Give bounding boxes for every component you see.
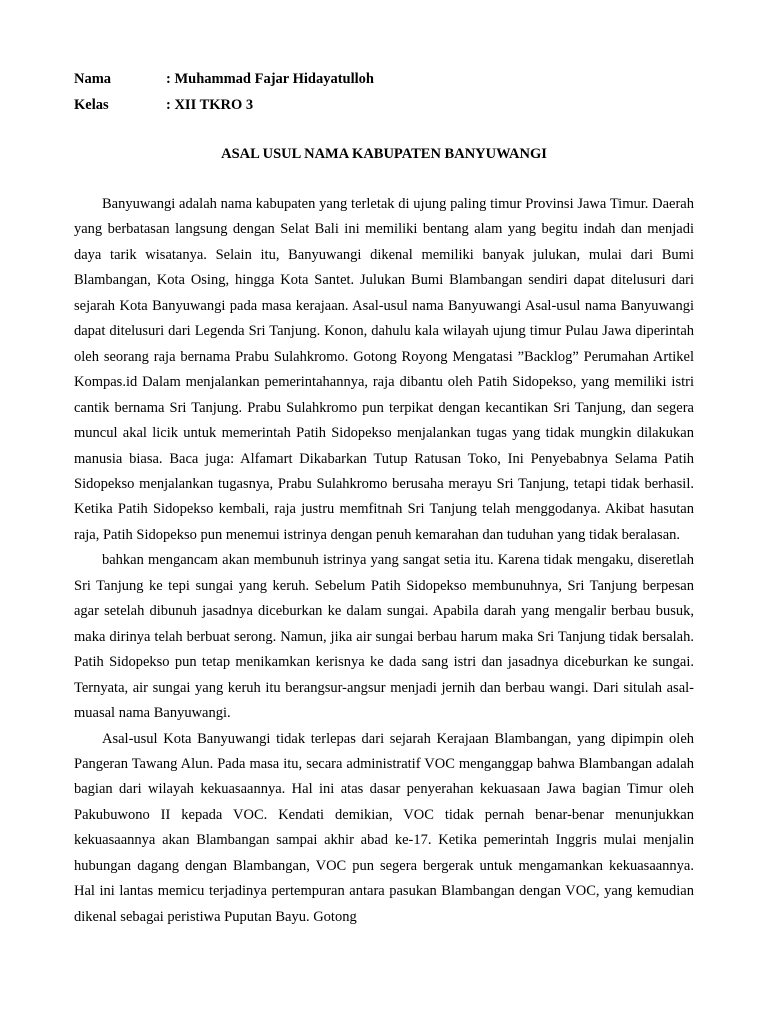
name-label: Nama <box>74 71 112 88</box>
student-info <box>74 67 374 118</box>
name-row <box>74 67 374 93</box>
class-label: Kelas <box>74 96 109 113</box>
document-body <box>74 192 694 930</box>
name-value: : Muhammad Fajar Hidayatulloh <box>166 71 374 88</box>
class-row <box>74 93 374 119</box>
paragraph-3: Asal-usul Kota Banyuwangi tidak terlepas dari sejarah Kerajaan Blambangan, yang dipimpin oleh Pangeran Tawang Alun. Pada masa itu, secara administratif VOC menganggap bahwa Blambangan adalah bagian dari wilayah kekuasaannya. Hal ini atas dasar penyerahan kekuasaan Jawa bagian Timur oleh Pakubuwono II kepada VOC. Kendati demikian, VOC tidak pernah benar-benar menunjukkan kekuasaannya akan Blambangan sampai akhir abad ke-17. Ketika pemerintah Inggris mulai menjalin hubungan dagang dengan Blambangan, VOC pun segera bergerak untuk mengamankan kekuasaannya. Hal ini lantas memicu terjadinya pertempuran antara pasukan Blambangan dengan VOC, yang kemudian dikenal sebagai peristiwa Puputan Bayu. Gotong <box>74 730 694 925</box>
document-title: ASAL USUL NAMA KABUPATEN BANYUWANGI <box>221 146 547 162</box>
paragraph-2: bahkan mengancam akan membunuh istrinya yang sangat setia itu. Karena tidak mengaku, diseretlah Sri Tanjung ke tepi sungai yang keruh. Sebelum Patih Sidopekso membunuhnya, Sri Tanjung berpesan agar setelah dibunuh jasadnya diceburkan ke dalam sungai. Apabila darah yang mengalir berbau busuk, maka dirinya telah berbuat serong. Namun, jika air sungai berbau harum maka Sri Tanjung tidak bersalah. Patih Sidopekso pun tetap menikamkan kerisnya ke dada sang istri dan jasadnya diceburkan ke sungai. Ternyata, air sungai yang keruh itu berangsur-angsur menjadi jernih dan berbau wangi. Dari situlah asal-muasal nama Banyuwangi. <box>74 552 694 722</box>
paragraph-1: Banyuwangi adalah nama kabupaten yang terletak di ujung paling timur Provinsi Jawa Timur. Daerah yang berbatasan langsung dengan Selat Bali ini memiliki bentang alam yang begitu indah dan menjadi daya tarik wisatanya. Selain itu, Banyuwangi dikenal memiliki banyak julukan, mulai dari Bumi Blambangan, Kota Osing, hingga Kota Santet. Julukan Bumi Blambangan sendiri dapat ditelusuri dari sejarah Kota Banyuwangi pada masa kerajaan. Asal-usul nama Banyuwangi Asal-usul nama Banyuwangi dapat ditelusuri dari Legenda Sri Tanjung. Konon, dahulu kala wilayah ujung timur Pulau Jawa diperintah oleh seorang raja bernama Prabu Sulahkromo. Gotong Royong Mengatasi ”Backlog” Perumahan Artikel Kompas.id Dalam menjalankan pemerintahannya, raja dibantu oleh Patih Sidopekso, yang memiliki istri cantik bernama Sri Tanjung. Prabu Sulahkromo pun terpikat dengan kecantikan Sri Tanjung, dan segera muncul akal licik untuk memerintah Patih Sidopekso menjalankan tugas yang tidak mungkin dilakukan manusia biasa. Baca juga: Alfamart Dikabarkan Tutup Ratusan Toko, Ini Penyebabnya Selama Patih Sidopekso menjalankan tugasnya, Prabu Sulahkromo berusaha merayu Sri Tanjung, tetapi tidak berhasil. Ketika Patih Sidopekso kembali, raja justru memfitnah Sri Tanjung telah menggodanya. Akibat hasutan raja, Patih Sidopekso pun menemui istrinya dengan penuh kemarahan dan tuduhan yang tidak beralasan. <box>74 196 694 543</box>
class-value: : XII TKRO 3 <box>166 96 254 113</box>
